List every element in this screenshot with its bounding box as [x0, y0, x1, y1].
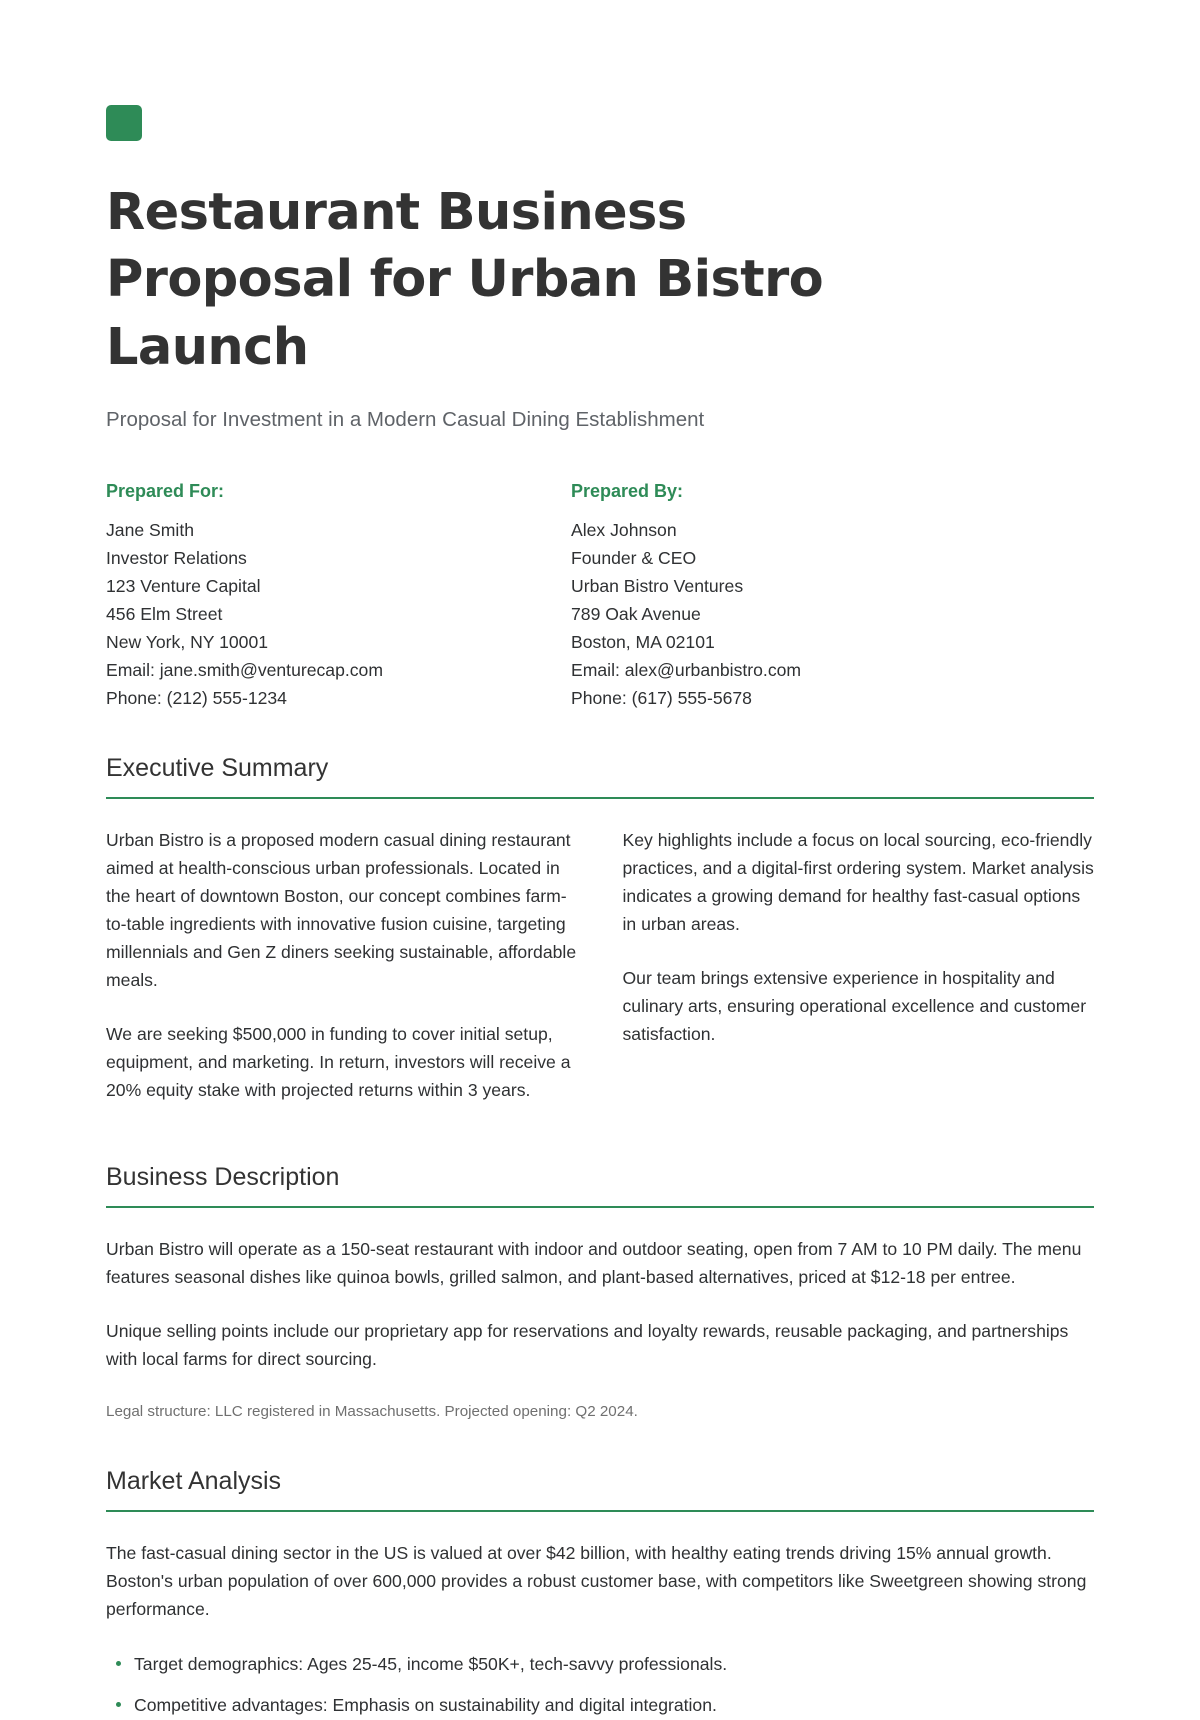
section-executive-summary — [106, 752, 1094, 1104]
contact-phone-line: Phone: (212) 555-1234 — [106, 687, 287, 708]
page-subtitle: Proposal for Investment in a Modern Casual Dining Establishment — [106, 407, 705, 431]
paragraph: The fast-casual dining sector in the US is valued at over $42 billion, with healthy eating trends driving 15% annual growth. Boston's urban population of over 600,000 provides a robust customer base, with competitors like Sweetgreen showing strong performance. — [106, 1542, 1087, 1619]
contact-line: Boston, MA 02101 — [571, 631, 715, 652]
list-item — [106, 1649, 1094, 1679]
two-column-body — [106, 826, 1094, 1104]
contact-line: Founder & CEO — [571, 547, 697, 568]
section-heading: Executive Summary — [106, 753, 329, 782]
section-market-analysis — [106, 1465, 1094, 1720]
section-divider — [106, 1206, 1094, 1208]
paragraph: Our team brings extensive experience in hospitality and culinary arts, ensuring operational excellence and customer satisfaction. — [622, 967, 1087, 1044]
contact-line: Urban Bistro Ventures — [571, 575, 744, 596]
page-title: Restaurant Business Proposal for Urban Bistro Launch — [106, 183, 824, 377]
contact-email-line: Email: jane.smith@venturecap.com — [106, 659, 383, 680]
list-item-label: Competitive advantages: Emphasis on sustainability and digital integration. — [134, 1694, 717, 1715]
market-analysis-bullet-list — [106, 1649, 1094, 1720]
contact-line: 123 Venture Capital — [106, 575, 261, 596]
section-divider — [106, 797, 1094, 799]
prepared-for-column — [106, 478, 571, 712]
paragraph: Key highlights include a focus on local sourcing, eco-friendly practices, and a digital-first ordering system. Market analysis indicates a growing demand for healthy fast-casual options in urban areas. — [622, 829, 1094, 934]
contact-line: Investor Relations — [106, 547, 247, 568]
column-right — [623, 826, 1095, 1104]
section-business-description — [106, 1161, 1094, 1425]
prepared-by-heading: Prepared By: — [571, 480, 684, 501]
list-item — [106, 1690, 1094, 1720]
contact-line: 456 Elm Street — [106, 603, 223, 624]
contact-line: Jane Smith — [106, 519, 195, 540]
section-heading: Business Description — [106, 1162, 340, 1191]
contact-line: New York, NY 10001 — [106, 631, 269, 652]
brand-logo-square — [106, 105, 142, 141]
legal-note: Legal structure: LLC registered in Massachusetts. Projected opening: Q2 2024. — [106, 1402, 638, 1420]
paragraph: Unique selling points include our proprietary app for reservations and loyalty rewards, reusable packaging, and partnerships with local farms for direct sourcing. — [106, 1320, 1069, 1369]
bullet-dot-icon — [116, 1661, 121, 1666]
paragraph: Urban Bistro is a proposed modern casual dining restaurant aimed at health-conscious urban professionals. Located in the heart of downtown Boston, our concept combines farm-to-table ingredients with innovative fusion cuisine, targeting millennials and Gen Z diners seeking sustainable, affordable meals. — [106, 829, 577, 990]
contact-line: 789 Oak Avenue — [571, 603, 701, 624]
contact-block — [106, 478, 1094, 712]
prepared-for-heading: Prepared For: — [106, 480, 225, 501]
contact-phone-line: Phone: (617) 555-5678 — [571, 687, 752, 708]
section-heading: Market Analysis — [106, 1466, 282, 1495]
contact-line: Alex Johnson — [571, 519, 677, 540]
bullet-dot-icon — [116, 1702, 121, 1707]
list-item-label: Target demographics: Ages 25-45, income $50K+, tech-savvy professionals. — [134, 1653, 728, 1674]
section-divider — [106, 1510, 1094, 1512]
contact-email-line: Email: alex@urbanbistro.com — [571, 659, 802, 680]
column-left — [106, 826, 578, 1104]
paragraph: Urban Bistro will operate as a 150-seat restaurant with indoor and outdoor seating, open from 7 AM to 10 PM daily. The menu features seasonal dishes like quinoa bowls, grilled salmon, and plant-based alternatives, priced at $12-18 per entree. — [106, 1238, 1082, 1287]
prepared-by-column — [571, 478, 1036, 712]
paragraph: We are seeking $500,000 in funding to cover initial setup, equipment, and marketing. In return, investors will receive a 20% equity stake with projected returns within 3 years. — [106, 1023, 571, 1100]
